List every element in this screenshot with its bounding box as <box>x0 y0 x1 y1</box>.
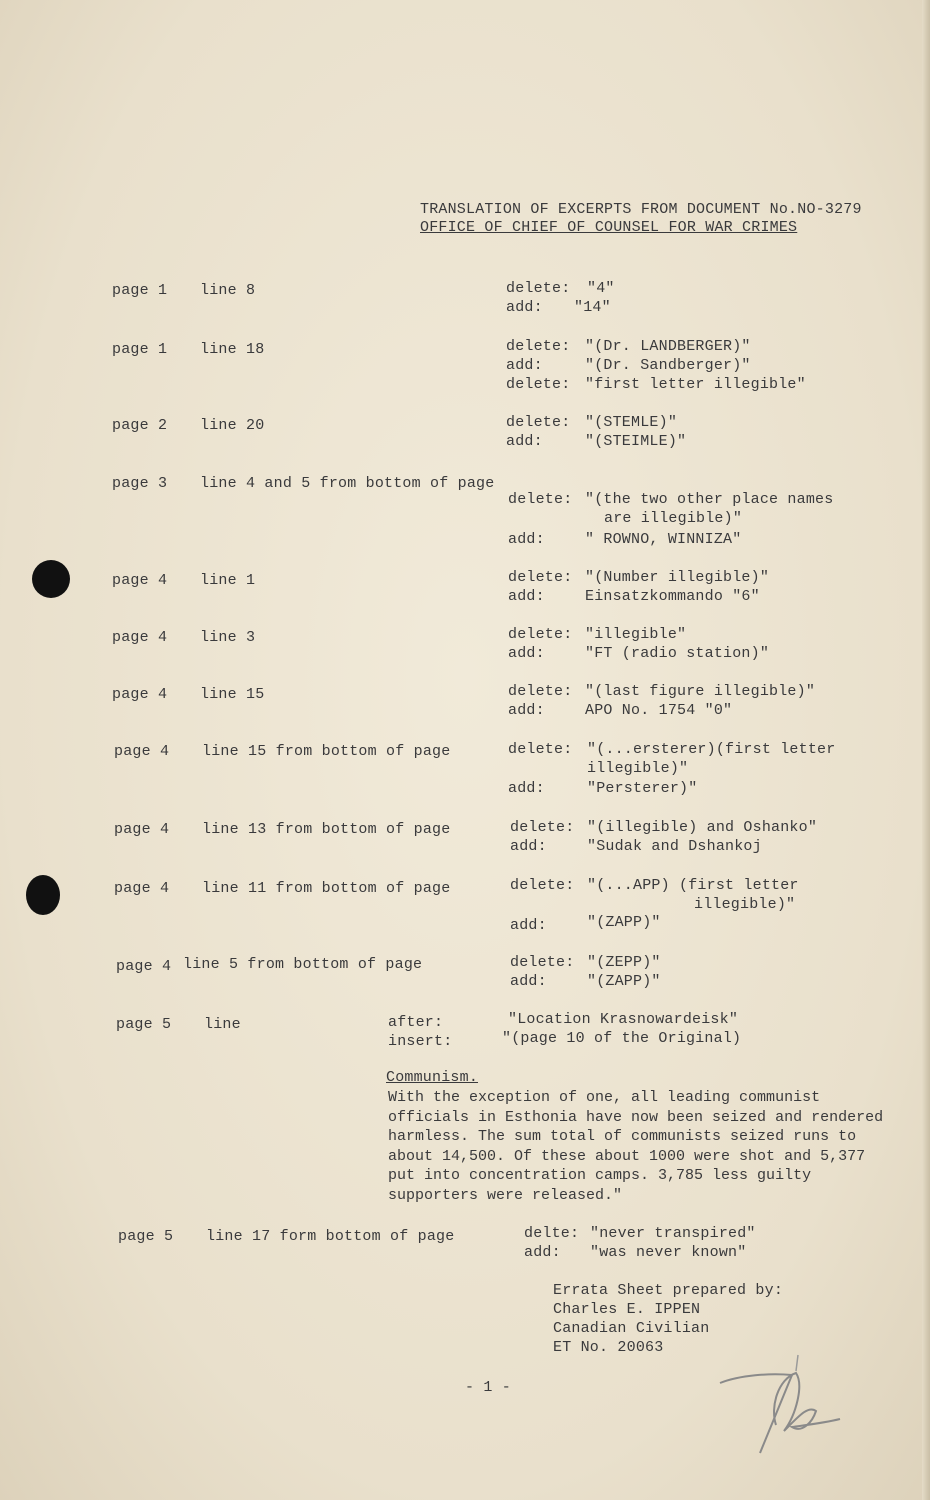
insert-value: "(page 10 of the Original) <box>502 1030 742 1047</box>
add-label: add: <box>510 917 547 934</box>
delete-value: "(Dr. LANDBERGER)" <box>585 338 751 355</box>
ref-line: line 11 from bottom of page <box>202 880 451 897</box>
add-label: add: <box>506 299 543 316</box>
add-value: "was never known" <box>590 1244 747 1261</box>
ref-page: page 4 <box>114 821 170 838</box>
delete-label: delete: <box>506 280 571 297</box>
ref-page: page 1 <box>112 341 168 358</box>
ref-line: line 15 from bottom of page <box>202 743 451 760</box>
add-label: add: <box>510 838 547 855</box>
delete-value: "(ZEPP)" <box>587 954 661 971</box>
delete-label: delte: <box>524 1225 580 1242</box>
delete-value: "4" <box>587 280 615 297</box>
delete-label: delete: <box>510 877 575 894</box>
delete-label: delete: <box>506 376 571 393</box>
delete-value: "never transpired" <box>590 1225 756 1242</box>
add-value: "Sudak and Dshankoj <box>587 838 762 855</box>
punch-hole-top <box>32 560 70 598</box>
ref-page: page 4 <box>112 572 168 589</box>
preparer-line: Errata Sheet prepared by: <box>553 1282 784 1299</box>
ref-page: page 4 <box>114 743 170 760</box>
punch-hole-bottom <box>26 875 60 915</box>
ref-line: line 1 <box>200 572 256 589</box>
ref-line: line 20 <box>200 417 265 434</box>
preparer-name: Charles E. IPPEN <box>553 1301 701 1318</box>
add-label: add: <box>508 645 545 662</box>
delete-label: delete: <box>508 683 573 700</box>
ref-line: line 4 and 5 from bottom of page <box>200 475 495 492</box>
delete-label: delete: <box>506 414 571 431</box>
add-value: "FT (radio station)" <box>585 645 770 662</box>
delete-value-cont: are illegible)" <box>604 510 743 527</box>
delete-value-cont: illegible)" <box>694 896 796 913</box>
add-value: "(Dr. Sandberger)" <box>585 357 751 374</box>
delete-value: "(...ersterer)(first letter <box>587 741 836 758</box>
add-value: "(STEIMLE)" <box>585 433 687 450</box>
ref-line: line 13 from bottom of page <box>202 821 451 838</box>
after-label: after: <box>388 1014 444 1031</box>
ref-page: page 4 <box>114 880 170 897</box>
add-value: "14" <box>574 299 611 316</box>
add-value: "(ZAPP)" <box>587 973 661 990</box>
ref-line: line 15 <box>200 686 265 703</box>
add-label: add: <box>506 433 543 450</box>
page-edge <box>922 0 930 1500</box>
ref-page: page 5 <box>116 1016 172 1033</box>
add-label: add: <box>506 357 543 374</box>
delete-label: delete: <box>508 569 573 586</box>
add-label: add: <box>508 780 545 797</box>
insert-label: insert: <box>388 1033 453 1050</box>
ref-line: line 3 <box>200 629 256 646</box>
delete-value: "(last figure illegible)" <box>585 683 816 700</box>
after-value: "Location Krasnowardeisk" <box>508 1011 739 1028</box>
ref-page: page 3 <box>112 475 168 492</box>
ref-line: line <box>204 1016 241 1033</box>
delete-value: "(...APP) (first letter <box>587 877 799 894</box>
insert-paragraph: With the exception of one, all leading communist officials in Esthonia have now been seized and rendered harmless. The sum total of communists seized runs to about 14,500. Of these about 1000 were shot and 5,377 put into concentration camps. 3,785 less guilty supporters were released." <box>388 1089 884 1204</box>
delete-label: delete: <box>508 741 573 758</box>
ref-page: page 2 <box>112 417 168 434</box>
ref-page: page 4 <box>112 629 168 646</box>
ref-line: line 18 <box>200 341 265 358</box>
add-value: APO No. 1754 "0" <box>585 702 733 719</box>
add-value: " ROWNO, WINNIZA" <box>585 531 742 548</box>
add-value: "(ZAPP)" <box>587 914 661 931</box>
add-label: add: <box>508 588 545 605</box>
preparer-status: Canadian Civilian <box>553 1320 710 1337</box>
ref-line: line 5 from bottom of page <box>183 956 423 973</box>
ref-page: page 4 <box>116 958 172 975</box>
delete-value-cont: illegible)" <box>587 760 689 777</box>
delete-label: delete: <box>510 954 575 971</box>
add-label: add: <box>524 1244 561 1261</box>
delete-value: "illegible" <box>585 626 687 643</box>
add-value: Einsatzkommando "6" <box>585 588 760 605</box>
delete-label: delete: <box>506 338 571 355</box>
delete-value: "(Number illegible)" <box>585 569 770 586</box>
delete-value: "(the two other place names <box>585 491 834 508</box>
delete-value: "first letter illegible" <box>585 376 806 393</box>
add-value: "Persterer)" <box>587 780 698 797</box>
ref-page: page 5 <box>118 1228 174 1245</box>
ref-page: page 1 <box>112 282 168 299</box>
insert-heading: Communism. <box>386 1069 479 1086</box>
delete-label: delete: <box>508 491 573 508</box>
preparer-et: ET No. 20063 <box>553 1339 664 1356</box>
page-number: - 1 - <box>465 1379 512 1396</box>
add-label: add: <box>508 702 545 719</box>
ref-line: line 8 <box>200 282 256 299</box>
add-label: add: <box>510 973 547 990</box>
ref-page: page 4 <box>112 686 168 703</box>
document-title: TRANSLATION OF EXCERPTS FROM DOCUMENT No.NO-3279 <box>420 201 862 218</box>
delete-value: "(STEMLE)" <box>585 414 678 431</box>
delete-value: "(illegible) and Oshanko" <box>587 819 818 836</box>
handwritten-mark <box>700 1345 850 1465</box>
delete-label: delete: <box>508 626 573 643</box>
delete-label: delete: <box>510 819 575 836</box>
office-title: OFFICE OF CHIEF OF COUNSEL FOR WAR CRIMES <box>420 219 798 236</box>
add-label: add: <box>508 531 545 548</box>
ref-line: line 17 form bottom of page <box>206 1228 455 1245</box>
